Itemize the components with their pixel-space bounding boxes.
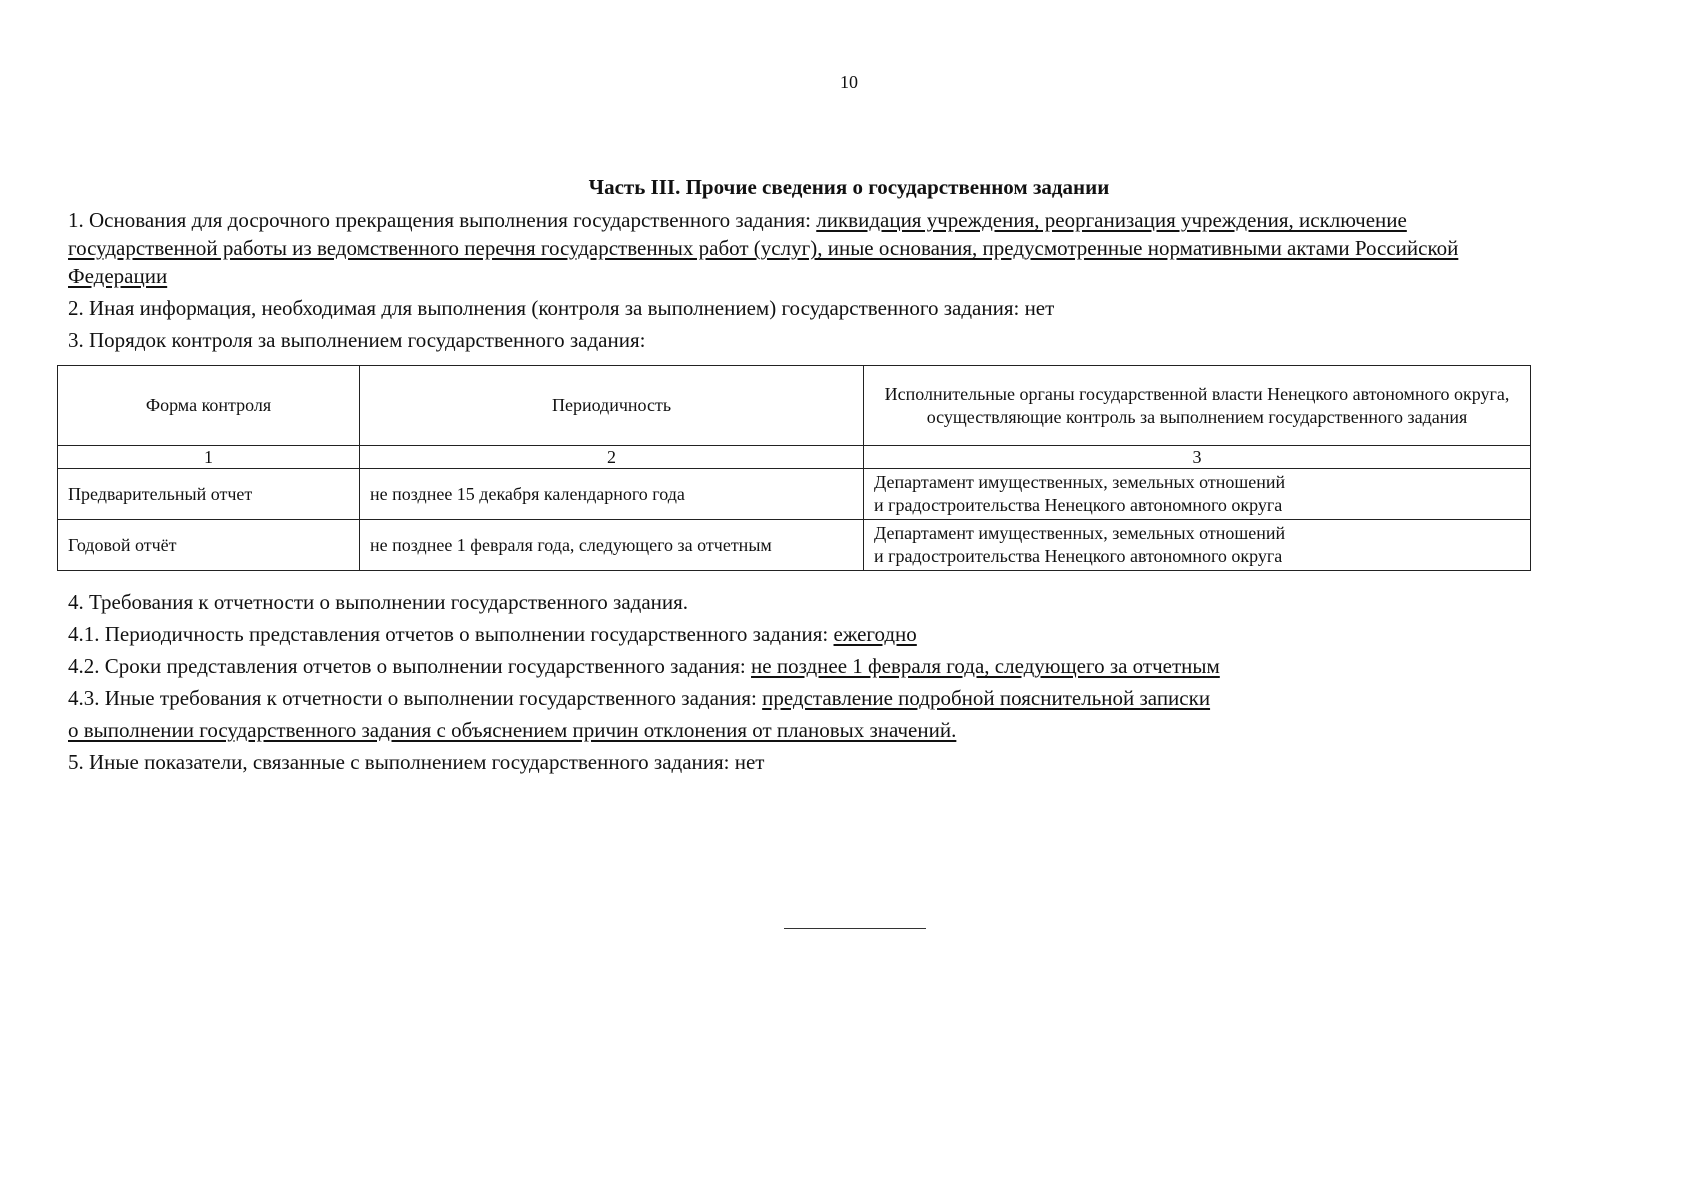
column-number: 3 (864, 446, 1531, 469)
table-row (58, 469, 1531, 520)
item-4-3-other-requirements (68, 684, 1528, 712)
item-4-3-continuation (68, 716, 1528, 744)
authority-line: Департамент имущественных, земельных отношений (874, 523, 1286, 543)
authority-line: Департамент имущественных, земельных отношений (874, 472, 1286, 492)
item-4-1-label: 4.1. Периодичность представления отчетов о выполнении государственного задания: (68, 622, 834, 646)
control-table (57, 365, 1531, 571)
item-1-early-termination (68, 206, 1528, 290)
section-title: Часть III. Прочие сведения о государственном задании (588, 175, 1110, 199)
control-form-cell: Предварительный отчет (58, 469, 360, 520)
item-2-other-info: 2. Иная информация, необходимая для выполнения (контроля за выполнением) государственного задания: нет (68, 296, 1055, 320)
authority-line: и градостроительства Ненецкого автономного округа (874, 495, 1283, 515)
closing-rule (784, 928, 926, 929)
item-3-control-procedure: 3. Порядок контроля за выполнением государственного задания: (68, 328, 646, 352)
item-4-1-value: ежегодно (833, 622, 917, 646)
item-1-value: ликвидация учреждения, реорганизация учреждения, исключение государственной работы из ведомственного перечня государственных работ (услуг), иные основания, предусмотренные нормативными актами Российской Федерации (68, 208, 1459, 288)
header-control-form: Форма контроля (58, 366, 360, 446)
column-number: 1 (58, 446, 360, 469)
item-4-2-value: не позднее 1 февраля года, следующего за отчетным (751, 654, 1220, 678)
periodicity-cell: не позднее 15 декабря календарного года (360, 469, 864, 520)
item-5-other-indicators: 5. Иные показатели, связанные с выполнением государственного задания: нет (68, 750, 765, 774)
authority-cell (864, 469, 1531, 520)
item-4-2-reporting-deadline (68, 652, 1528, 680)
control-form-cell: Годовой отчёт (58, 520, 360, 571)
table-header-row (58, 366, 1531, 446)
table-number-row (58, 446, 1531, 469)
item-4-2-label: 4.2. Сроки представления отчетов о выполнении государственного задания: (68, 654, 752, 678)
column-number: 2 (360, 446, 864, 469)
item-4-reporting-requirements: 4. Требования к отчетности о выполнении государственного задания. (68, 590, 689, 614)
item-4-3-label: 4.3. Иные требования к отчетности о выполнении государственного задания: (68, 686, 763, 710)
authority-line: и градостроительства Ненецкого автономного округа (874, 546, 1283, 566)
page-number: 10 (840, 72, 858, 92)
header-periodicity: Периодичность (360, 366, 864, 446)
item-4-3-value-line2: о выполнении государственного задания с объяснением причин отклонения от плановых значений. (68, 718, 957, 742)
header-authorities: Исполнительные органы государственной власти Ненецкого автономного округа, осуществляющие контроль за выполнением государственного задания (864, 366, 1531, 446)
periodicity-cell: не позднее 1 февраля года, следующего за отчетным (360, 520, 864, 571)
authority-cell (864, 520, 1531, 571)
item-4-1-reporting-frequency (68, 620, 1528, 648)
item-1-label: 1. Основания для досрочного прекращения выполнения государственного задания: (68, 208, 817, 232)
table-row (58, 520, 1531, 571)
item-4-3-value-line1: представление подробной пояснительной записки (762, 686, 1211, 710)
